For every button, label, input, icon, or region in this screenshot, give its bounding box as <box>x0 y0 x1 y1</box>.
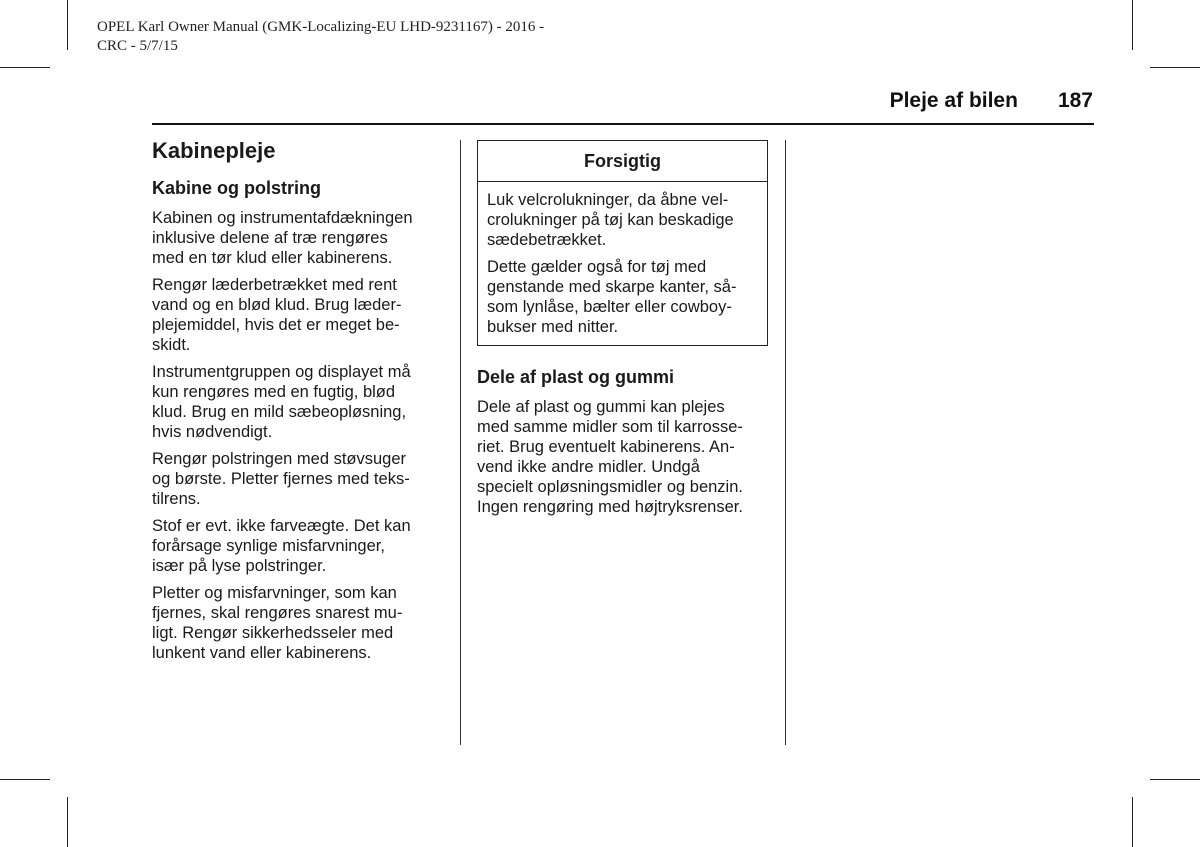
text-line: Rengør polstringen med støvsuger <box>152 450 407 468</box>
crop-mark-top-right <box>1132 0 1133 50</box>
crop-mark-top-left <box>67 0 68 50</box>
column-divider-right <box>785 140 786 745</box>
column-left <box>152 137 444 670</box>
column-middle <box>477 140 768 524</box>
text-line: genstande med skarpe kanter, så- <box>487 278 737 296</box>
text-line: Stof er evt. ikke farveægte. Det kan <box>152 517 411 535</box>
text-line: klud. Brug en mild sæbeopløsning, <box>152 403 407 421</box>
crop-mark-bottom-left-h <box>0 779 50 780</box>
header-rule <box>152 123 1094 125</box>
paragraph <box>152 516 444 576</box>
text-line: fjernes, skal rengøres snarest mu- <box>152 604 403 622</box>
text-line: ligt. Rengør sikkerhedsseler med <box>152 624 394 642</box>
meta-line-1: OPEL Karl Owner Manual (GMK-Localizing-EU LHD-9231167) - 2016 - <box>97 19 545 35</box>
text-line: lunkent vand eller kabinerens. <box>152 644 372 662</box>
crop-mark-bottom-right-h <box>1150 779 1200 780</box>
subheading-plast: Dele af plast og gummi <box>477 367 675 387</box>
column-divider-left <box>460 140 461 745</box>
text-line: forårsage synlige misfarvninger, <box>152 537 385 555</box>
paragraph <box>487 257 758 337</box>
crop-mark-bottom-right <box>1132 797 1133 847</box>
text-line: vend ikke andre midler. Undgå <box>477 458 700 476</box>
text-line: Kabinen og instrumentafdækningen <box>152 209 413 227</box>
text-line: plejemiddel, hvis det er meget be- <box>152 316 400 334</box>
meta-line-2: CRC - 5/7/15 <box>97 38 178 54</box>
crop-mark-top-right-h <box>1150 67 1200 68</box>
text-line: med en tør klud eller kabinerens. <box>152 249 393 267</box>
paragraph <box>152 208 444 268</box>
text-line: kun rengøres med en fugtig, blød <box>152 383 396 401</box>
text-line: vand og en blød klud. Brug læder- <box>152 296 402 314</box>
paragraph <box>487 190 758 250</box>
paragraph <box>477 397 768 517</box>
text-line: Pletter og misfarvninger, som kan <box>152 584 397 602</box>
text-line: Dele af plast og gummi kan plejes <box>477 398 725 416</box>
text-line: hvis nødvendigt. <box>152 423 273 441</box>
crop-mark-bottom-left <box>67 797 68 847</box>
text-line: bukser med nitter. <box>487 318 619 336</box>
paragraph <box>152 362 444 442</box>
print-metadata <box>97 18 657 56</box>
caution-box <box>477 140 768 346</box>
text-line: Ingen rengøring med højtryksrenser. <box>477 498 743 516</box>
running-head <box>890 89 1093 113</box>
text-line: Luk velcrolukninger, da åbne vel- <box>487 191 729 209</box>
text-line: især på lyse polstringer. <box>152 557 327 575</box>
caution-body <box>478 182 767 345</box>
section-title: Kabinepleje <box>152 138 276 163</box>
text-line: sædebetrækket. <box>487 231 607 249</box>
text-line: Dette gælder også for tøj med <box>487 258 707 276</box>
text-line: og børste. Pletter fjernes med teks- <box>152 470 410 488</box>
text-line: crolukninger på tøj kan beskadige <box>487 211 734 229</box>
chapter-title: Pleje af bilen <box>889 89 1018 112</box>
text-line: Instrumentgruppen og displayet må <box>152 363 411 381</box>
caution-title: Forsigtig <box>478 141 767 182</box>
text-line: riet. Brug eventuelt kabinerens. An- <box>477 438 735 456</box>
subheading-kabine: Kabine og polstring <box>152 178 321 198</box>
text-line: inklusive delene af træ rengøres <box>152 229 388 247</box>
paragraph <box>152 449 444 509</box>
paragraph <box>152 275 444 355</box>
text-line: Rengør læderbetrækket med rent <box>152 276 397 294</box>
text-line: skidt. <box>152 336 191 354</box>
text-line: med samme midler som til karrosse- <box>477 418 743 436</box>
col1-body <box>152 208 444 663</box>
text-line: tilrens. <box>152 490 201 508</box>
page-number: 187 <box>1057 89 1093 112</box>
text-line: specielt opløsningsmidler og benzin. <box>477 478 743 496</box>
paragraph <box>152 583 444 663</box>
col2-body <box>477 397 768 517</box>
crop-mark-top-left-h <box>0 67 50 68</box>
text-line: som lynlåse, bælter eller cowboy- <box>487 298 732 316</box>
